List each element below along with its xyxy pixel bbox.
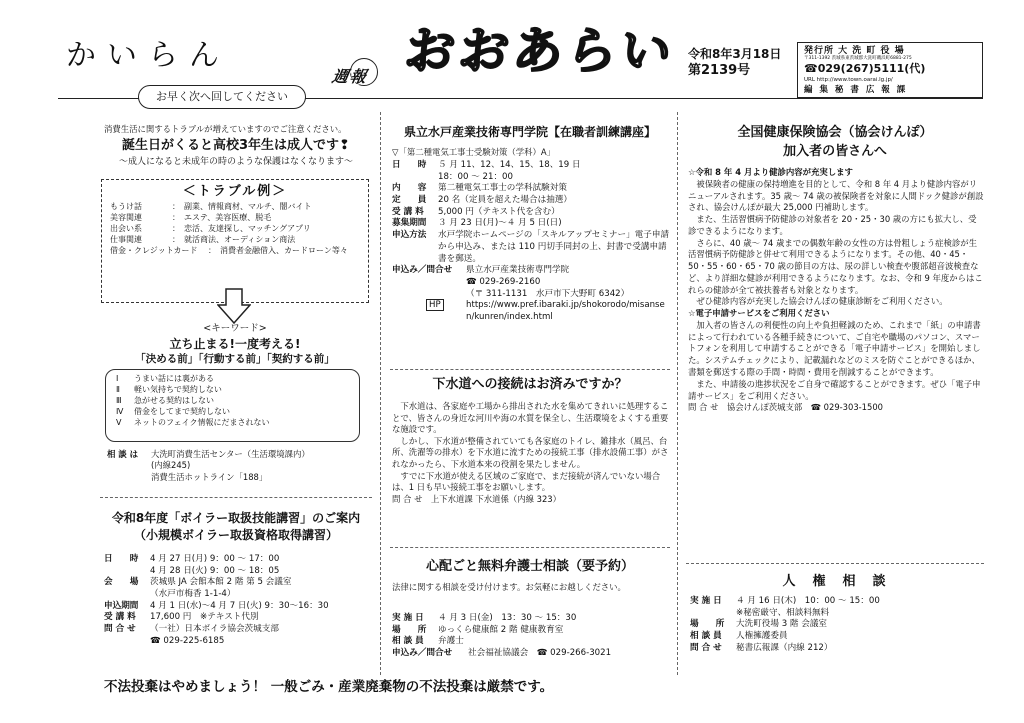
publisher-phone: ☎029(267)5111(代)	[804, 62, 926, 76]
column-divider-2	[677, 112, 678, 675]
consumer-subtitle: ～成人になると未成年の時のような保護はなくなります～	[118, 157, 353, 167]
kyokai-contact: 問 合 せ 協会けんぽ茨城支部 ☎ 029-303-1500	[688, 402, 883, 413]
sewer-paragraph-1: 下水道は、各家庭や工場から排出された水を集めてきれいに処理することで、皆さんの身近な河川や海の水質を保全し、生活環境をよくする重要な施設です。	[392, 401, 669, 435]
school-url[interactable]: https://www.pref.ibaraki.jp/shokorodo/misansen/kunren/index.html	[466, 300, 665, 322]
lawyer-details	[392, 613, 672, 660]
table-row: 4 月 28 日(火) 9：00 ～ 18：05	[150, 565, 280, 576]
pass-on-notice: お早く次へ回してください	[138, 85, 306, 109]
publisher-address: 〒311-1392 茨城県東茨城郡大洗町磯浜町6881-275	[804, 56, 912, 62]
publisher-url: URL http://www.town.oarai.lg.jp/	[804, 77, 893, 84]
school-address: （〒 311-1131 水戸市下大野町 6342）	[466, 288, 630, 299]
table-row: ☎ 029-225-6185	[150, 635, 225, 646]
issue-date: 令和8年3月18日	[688, 47, 782, 61]
table-row: 受 講 料 5,000 円（テキスト代を含む）	[392, 206, 560, 217]
seal-text: 週報	[330, 67, 370, 86]
lawyer-intro: 法律に関する相談を受け付けます。お気軽にお越しください。	[392, 582, 626, 592]
table-row: 相 談 員 人権擁護委員	[690, 631, 788, 642]
sewer-paragraph-2: しかし、下水道が整備されていても各家庭のトイレ、雑排水（風呂、台所、洗濯等の排水）を下水道に流すための接続工事（排水設備工事）がされなかったら、下水道本来の役割を果たしません。	[392, 435, 669, 469]
table-row: 申込み／問合せ 県立水戸産業技術専門学院	[392, 265, 570, 276]
table-row: 申込み／問合せ 社会福祉協議会 ☎ 029-266-3021	[392, 648, 612, 659]
school-phone: ☎ 029-269-2160	[466, 276, 541, 287]
table-row: 募集期間 ３ 月 23 日(月)～４ 月 5 日(日)	[392, 218, 562, 229]
table-row: 内 容 第二種電気工事士の学科試験対策	[392, 183, 567, 194]
keyword-main: 立ち止まる!一度考える!	[169, 337, 301, 351]
list-item: 出会い系 ： 恋活、友達探し、マッチングアプリ	[110, 223, 311, 233]
kyokai-s1-paragraph-3: さらに、40 歳～ 74 歳までの偶数年齢の女性の方は骨粗しょう症検診が生活習慣病予防健診と併せて利用できるようになります。その他、40・45・50・55・60・65・70 歳の節目の方は、尿の詳しい検査や腹部超音波検査など、より詳細な健診が利用できるようになります。なお、令和 9 年度からはこれらの健診が全て被扶養者も対象となります。	[688, 237, 983, 295]
keyword-title: <キーワード>	[203, 323, 267, 334]
list-item: Ⅱ 軽い気持ちで契約しない	[116, 384, 222, 394]
list-item: 仕事関連 ： 就活商法、オーディション商法	[110, 234, 296, 244]
list-item: もうけ話 ： 副業、情報商材、マルチ、闇バイト	[110, 201, 312, 211]
rules-box	[105, 369, 360, 442]
sewer-title: 下水道への接続はお済みですか？	[432, 377, 628, 392]
kyokai-section-2-heading: ☆電子申請サービスをご利用ください	[688, 308, 830, 319]
table-row: 問 合 せ （一社）日本ボイラ協会茨城支部	[104, 624, 279, 635]
sewer-body	[392, 401, 672, 505]
list-item: 美容関連 ： エステ、美容医療、脱毛	[110, 212, 272, 222]
publisher: 発行所 大 洗 町 役 場	[804, 46, 905, 56]
table-row: ※秘密厳守、相談料無料	[736, 607, 830, 618]
table-row: 場 所 大洗町役場 3 階 会議室	[690, 619, 828, 630]
trouble-examples-box	[101, 179, 369, 303]
table-row: 申込方法 水戸学院ホームページの「スキルアップセミナー」電子申請から申込み、または 110 円切手同封の上、封書で受講申請書を郵送。	[392, 230, 670, 264]
publisher-box	[797, 42, 983, 98]
section-divider-col2b	[390, 547, 670, 548]
school-details	[392, 160, 672, 324]
list-item: 借金・クレジットカード ： 消費者金融借入、カードローン等々	[110, 245, 348, 255]
table-row: 日 時 ５ 月 11、12、14、15、18、19 日	[392, 160, 581, 170]
consumer-title: 誕生日がくると高校3年生は成人です❢	[122, 138, 350, 153]
table-row: 会 場 茨城県 JA 会館本館 2 階 第 5 会議室	[104, 577, 292, 588]
section-divider-col1	[100, 497, 372, 498]
sewer-contact: 問 合 せ 上下水道課 下水道係（内線 323）	[392, 493, 562, 504]
boiler-title: 令和8年度「ボイラー取扱技能講習」のご案内	[111, 511, 361, 525]
lawyer-title: 心配ごと無料弁護士相談（要予約）	[425, 559, 634, 574]
table-row: 実 施 日 ４ 月 16 日(木) 10：00 ～ 15：00	[690, 596, 880, 606]
human-rights-details	[690, 596, 984, 654]
list-item: Ⅰ うまい話には裏がある	[116, 374, 214, 383]
down-arrow-icon	[217, 288, 251, 324]
table-row: 定 員 20 名（定員を超えた場合は抽選）	[392, 195, 572, 206]
school-title: 県立水戸産業技術専門学院【在職者訓練講座】	[403, 125, 656, 139]
list-item: Ⅴ ネットのフェイク情報にだまされない	[116, 417, 270, 427]
table-row: 18：00 ～ 21：00	[438, 171, 513, 182]
list-item: Ⅲ 急がせる契約はしない	[116, 395, 214, 405]
kyokai-s1-paragraph-4: ぜひ健診内容が充実した協会けんぽの健康診断をご利用ください。	[696, 296, 948, 307]
kyokai-title: 全国健康保険協会（協会けんぽ）	[737, 125, 933, 140]
school-course: ▽「第二種電気工事士受験対策（学科）A」	[392, 147, 555, 157]
kyokai-subtitle: 加入者の皆さんへ	[783, 144, 887, 159]
table-row: 問 合 せ 秘書広報課（内線 212）	[690, 642, 833, 653]
kairan-label: かいらん	[66, 38, 230, 73]
footer-warning: 不法投棄はやめましょう！ 一般ごみ・産業廃棄物の不法投棄は厳禁です。	[104, 679, 554, 695]
boiler-details	[104, 554, 374, 648]
weekly-seal-icon	[326, 54, 400, 92]
kyokai-s2-paragraph-2: また、申請後の進捗状況をご自身で確認することができます。ぜひ「電子申請サービス」をご利用ください。	[688, 378, 981, 401]
trouble-title: ＜トラブル例＞	[182, 184, 288, 199]
section-divider-col3	[686, 563, 984, 564]
consult-info: 相 談 は 大洗町消費生活センター（生活環境課内） (内線245) 消費生活ホットライン「188」	[107, 449, 310, 482]
human-rights-title: 人 権 相 談	[782, 574, 888, 589]
consumer-intro: 消費生活に関するトラブルが増えていますのでご注意ください。	[104, 124, 347, 134]
keyword-sub: 「決める前」「行動する前」「契約する前」	[135, 353, 335, 365]
table-row: 受 講 料 17,600 円 ※テキスト代別	[104, 612, 259, 623]
table-row: 申込期間 4 月 1 日(水)～4 月 7 日(火) 9：30～16：30	[104, 600, 329, 611]
editor: 編 集 秘 書 広 報 課	[804, 84, 908, 95]
kyokai-s2-paragraph-1: 加入者の皆さんの利便性の向上や負担軽減のため、これまで「紙」の申請書によって行われている各種手続きについて、ご自宅や職場のパソコン、スマートフォンを利用して申請することができる「電子申請サービス」を開始しました。システムチェックにより、記載漏れなどのミスを防ぐことができるほか、書類を郵送する際の手間・時間・費用を削減することができます。	[688, 319, 981, 378]
table-row: 日 時 4 月 27 日(月) 9：00 ～ 17：00	[104, 554, 280, 564]
boiler-subtitle: （小規模ボイラー取扱資格取得講習）	[133, 528, 338, 542]
list-item: Ⅳ 借金をしてまで契約しない	[116, 406, 230, 416]
section-divider-col2a	[390, 369, 670, 370]
sewer-paragraph-3: すでに下水道が使える区域のご家庭で、まだ接続が済んでいない場合は、1 日も早い接続工事をお願いします。	[392, 470, 661, 493]
table-row: 相 談 員 弁護士	[392, 636, 464, 647]
kyokai-section-1-heading: ☆令和 8 年 4 月より健診内容が充実します	[688, 167, 853, 177]
school-hp: HP https://www.pref.ibaraki.jp/shokorodo/misansen/kunren/index.html	[392, 300, 672, 323]
kyokai-s1-paragraph-1: 被保険者の健康の保持増進を目的として、令和 8 年 4 月より健診内容がリニューアルされます。35 歳～ 74 歳の被保険者を対象に人間ドック健診が創設され、協会けんぽが最大 25,000 円補助します。	[688, 178, 984, 213]
table-row: 実 施 日 ４ 月 3 日(金) 13：30 ～ 15：30	[392, 613, 577, 623]
table-row: （水戸市梅香 1-1-4）	[150, 589, 236, 600]
newsletter-title: おおあらい	[401, 22, 679, 80]
kyokai-body	[688, 167, 984, 414]
column-divider-1	[380, 112, 381, 675]
issue-number: 第2139号	[688, 63, 751, 78]
kyokai-s1-paragraph-2: また、生活習慣病予防健診の対象者を 20・25・30 歳の方にも拡大し、受診できるようになります。	[688, 214, 977, 236]
table-row: 場 所 ゆっくら健康館 2 階 健康教育室	[392, 624, 564, 635]
